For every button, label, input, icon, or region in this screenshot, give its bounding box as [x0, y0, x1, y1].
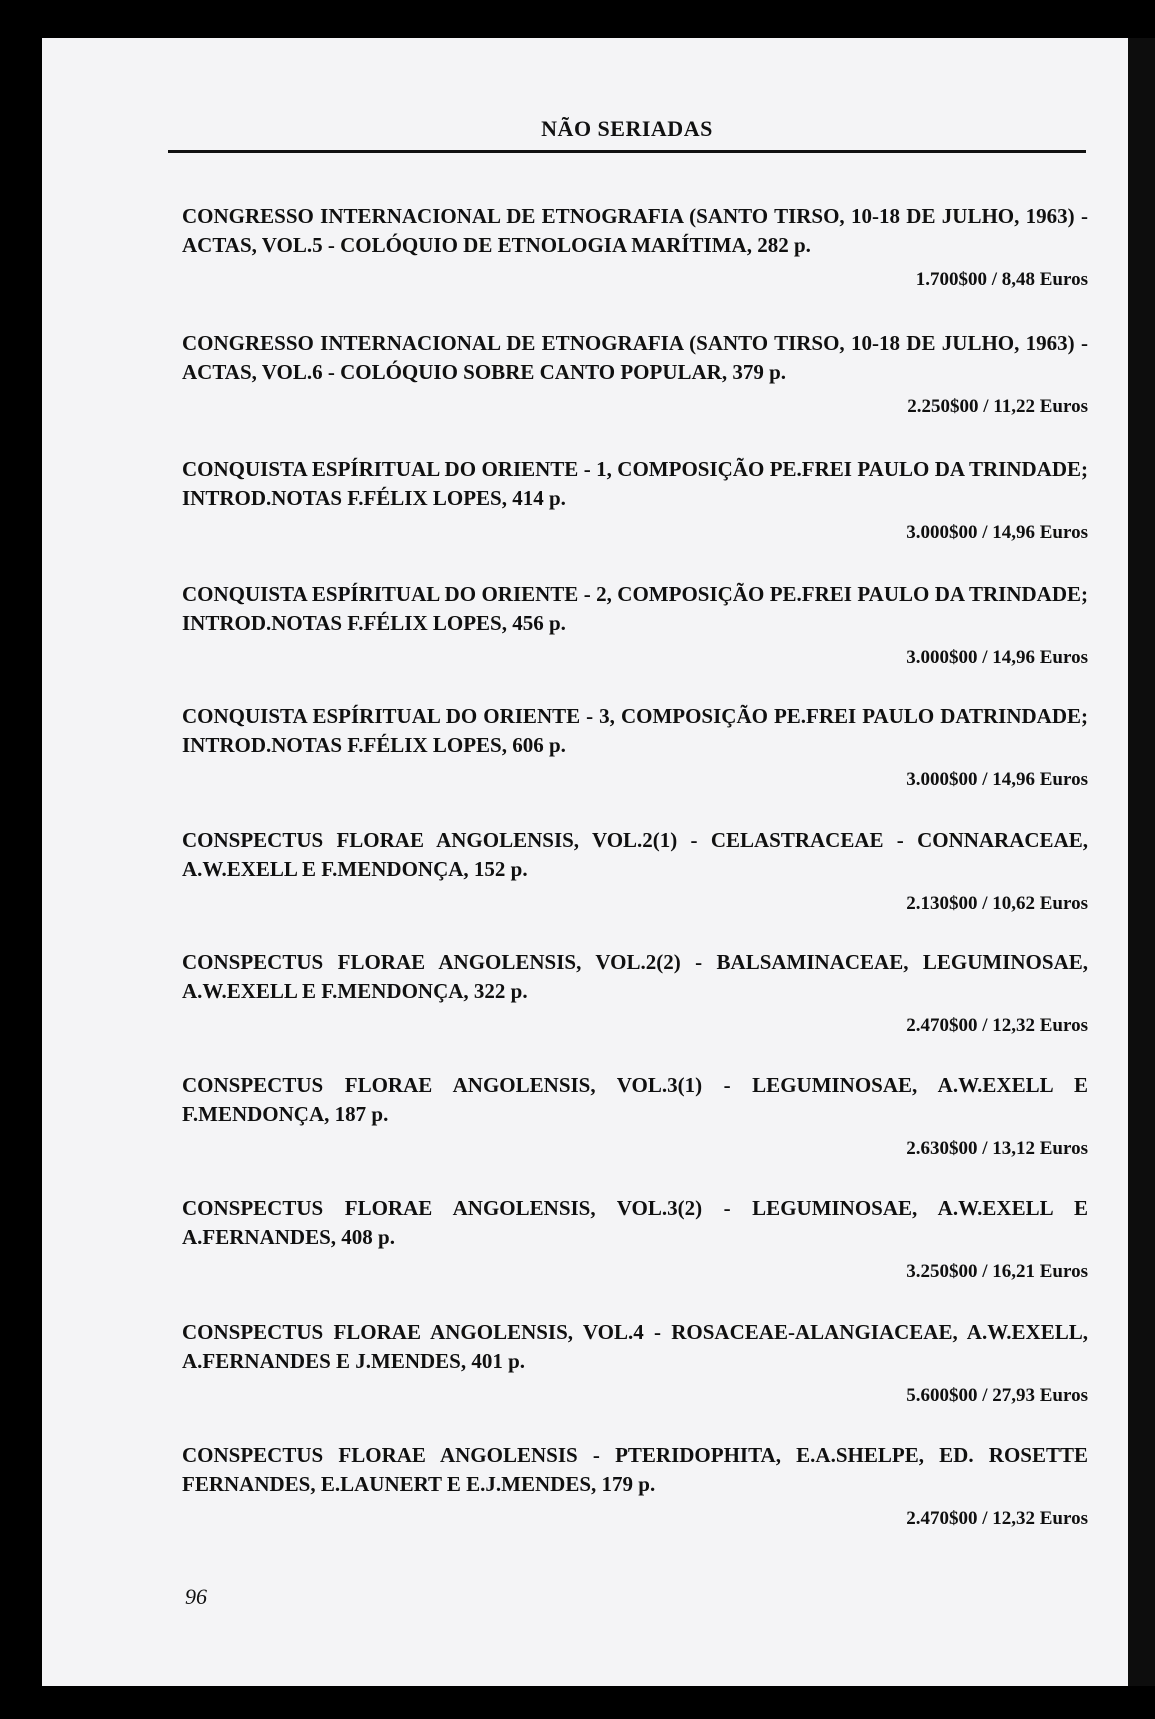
- entry-price: 3.000$00 / 14,96 Euros: [906, 647, 1088, 668]
- catalog-entry: [182, 455, 1088, 544]
- entry-price: 2.250$00 / 11,22 Euros: [907, 396, 1088, 417]
- entry-price: 3.250$00 / 16,21 Euros: [906, 1261, 1088, 1282]
- entry-price: 2.470$00 / 12,32 Euros: [906, 1508, 1088, 1529]
- entry-description: CONQUISTA ESPÍRITUAL DO ORIENTE - 3, COMPOSIÇÃO PE.FREI PAULO DATRINDADE; INTROD.NOTAS F.FÉLIX LOPES, 606 p.: [182, 704, 1088, 757]
- catalog-entry: [182, 826, 1088, 915]
- entry-description: CONGRESSO INTERNACIONAL DE ETNOGRAFIA (SANTO TIRSO, 10-18 DE JULHO, 1963) - ACTAS, VOL.6 - COLÓQUIO SOBRE CANTO POPULAR, 379 p.: [182, 331, 1088, 384]
- catalog-entry: [182, 1071, 1088, 1160]
- page-header: NÃO SERIADAS: [541, 116, 713, 141]
- catalog-entry: [182, 702, 1088, 791]
- page-number: 96: [185, 1584, 207, 1609]
- entry-description: CONSPECTUS FLORAE ANGOLENSIS, VOL.4 - ROSACEAE-ALANGIACEAE, A.W.EXELL, A.FERNANDES E J.MENDES, 401 p.: [182, 1320, 1088, 1373]
- catalog-entry: [182, 1194, 1088, 1283]
- entry-price: 1.700$00 / 8,48 Euros: [915, 269, 1088, 290]
- header-rule: [168, 150, 1086, 153]
- entry-description: CONGRESSO INTERNACIONAL DE ETNOGRAFIA (SANTO TIRSO, 10-18 DE JULHO, 1963) - ACTAS, VOL.5 - COLÓQUIO DE ETNOLOGIA MARÍTIMA, 282 p.: [182, 204, 1088, 257]
- entry-price: 3.000$00 / 14,96 Euros: [906, 769, 1088, 790]
- catalog-entry: [182, 1441, 1088, 1530]
- entry-description: CONSPECTUS FLORAE ANGOLENSIS, VOL.3(2) - LEGUMINOSAE, A.W.EXELL E A.FERNANDES, 408 p.: [182, 1196, 1088, 1249]
- entry-description: CONQUISTA ESPÍRITUAL DO ORIENTE - 1, COMPOSIÇÃO PE.FREI PAULO DA TRINDADE; INTROD.NOTAS F.FÉLIX LOPES, 414 p.: [182, 457, 1088, 510]
- catalog-entry: [182, 1318, 1088, 1407]
- entry-description: CONQUISTA ESPÍRITUAL DO ORIENTE - 2, COMPOSIÇÃO PE.FREI PAULO DA TRINDADE; INTROD.NOTAS F.FÉLIX LOPES, 456 p.: [182, 582, 1088, 635]
- catalog-entry: [182, 580, 1088, 669]
- scan-edge: [1128, 38, 1155, 1686]
- catalog-entry: [182, 948, 1088, 1037]
- entry-price: 3.000$00 / 14,96 Euros: [906, 522, 1088, 543]
- entry-description: CONSPECTUS FLORAE ANGOLENSIS, VOL.3(1) - LEGUMINOSAE, A.W.EXELL E F.MENDONÇA, 187 p.: [182, 1073, 1088, 1126]
- entry-price: 5.600$00 / 27,93 Euros: [906, 1385, 1088, 1406]
- entry-price: 2.130$00 / 10,62 Euros: [906, 893, 1088, 914]
- entry-description: CONSPECTUS FLORAE ANGOLENSIS, VOL.2(2) - BALSAMINACEAE, LEGUMINOSAE, A.W.EXELL E F.MENDONÇA, 322 p.: [182, 950, 1088, 1003]
- catalog-entry: [182, 329, 1088, 418]
- entry-description: CONSPECTUS FLORAE ANGOLENSIS - PTERIDOPHITA, E.A.SHELPE, ED. ROSETTE FERNANDES, E.LAUNERT E E.J.MENDES, 179 p.: [182, 1443, 1088, 1496]
- entry-price: 2.470$00 / 12,32 Euros: [906, 1015, 1088, 1036]
- catalog-entry: [182, 202, 1088, 291]
- entry-price: 2.630$00 / 13,12 Euros: [906, 1138, 1088, 1159]
- entry-description: CONSPECTUS FLORAE ANGOLENSIS, VOL.2(1) - CELASTRACEAE - CONNARACEAE, A.W.EXELL E F.MENDONÇA, 152 p.: [182, 828, 1088, 881]
